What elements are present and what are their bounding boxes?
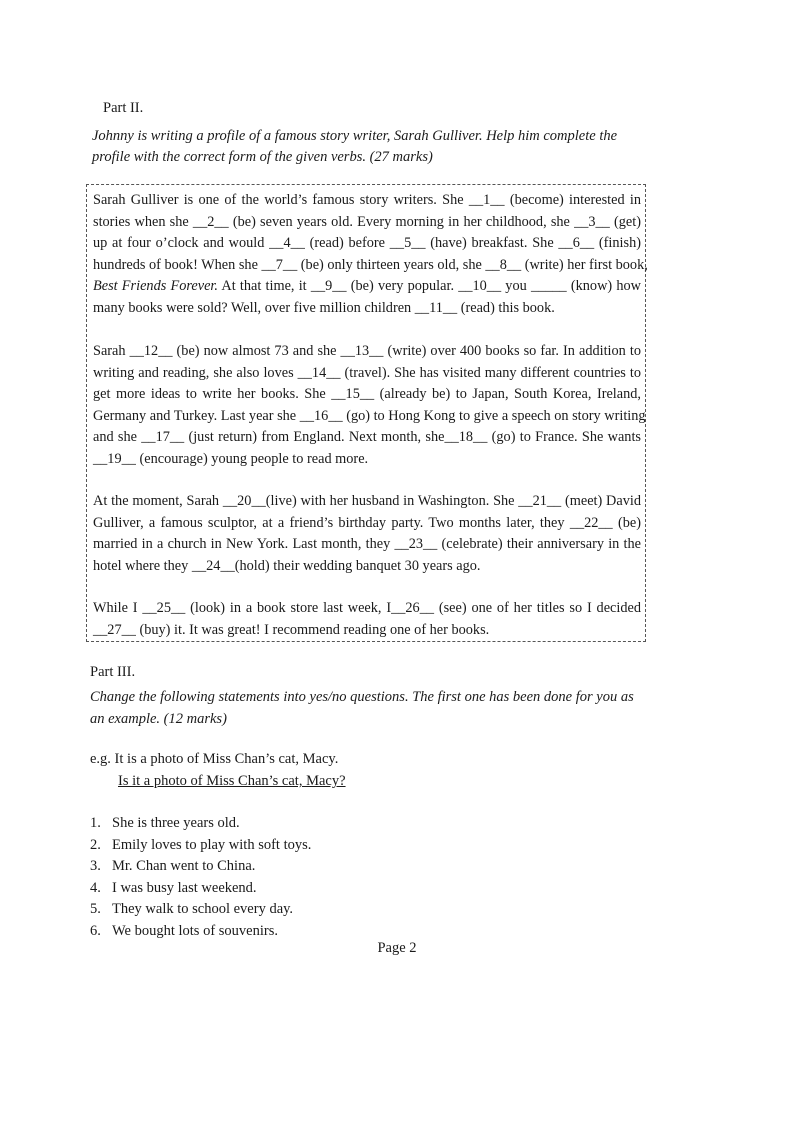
part2-instructions-line1: Johnny is writing a profile of a famous story writer, Sarah Gulliver. Help him complete the [92,128,618,144]
item-text: Mr. Chan went to China. [112,858,256,874]
passage-line: __27__ (buy) it. It was great! I recommend reading one of her books. [93,621,490,638]
part3-instructions-line1: Change the following statements into yes/no questions. The first one has been done for you as [90,689,634,705]
passage-line: hundreds of book! When she __7__ (be) only thirteen years old, she __8__ (write) her first book, [93,256,648,273]
item-number: 5. [90,901,101,917]
part3-instructions-line2: an example. (12 marks) [90,711,227,727]
item-text: She is three years old. [112,815,240,831]
list-item [90,813,311,835]
item-text: We bought lots of souvenirs. [112,922,278,939]
book-title: Best Friends Forever. [93,278,218,294]
list-item [90,835,311,857]
list-item [90,899,311,921]
item-text: I was busy last weekend. [112,879,257,896]
question-list [90,813,311,942]
passage-line: get more ideas to write her books. She __15__ (already be) to Japan, South Korea, Ireland, [93,386,641,402]
passage-line: writing and reading, she also loves __14__ (travel). She has visited many different countries to [93,364,641,381]
list-item [90,878,311,900]
example-block [90,748,346,792]
passage-paragraph-4 [93,598,641,641]
item-text: They walk to school every day. [112,901,294,917]
passage-line-with-title [93,276,641,298]
example-answer: Is it a photo of Miss Chan’s cat, Macy? [118,773,346,789]
passage-line: Gulliver, a famous sculptor, at a friend’s birthday party. Two months later, they __22__ (be) [93,514,641,531]
passage-line: Sarah __12__ (be) now almost 73 and she __13__ (write) over 400 books so far. In addition to [93,343,641,359]
part2-instructions-line2: profile with the correct form of the given verbs. (27 marks) [92,149,433,165]
passage-line: Sarah Gulliver is one of the world’s famous story writers. She __1__ (become) interested in [93,192,641,208]
page-number: Page 2 [377,940,417,956]
passage-paragraph-2 [93,341,646,470]
passage-paragraph-3 [93,491,641,577]
passage-line-rest: At that time, it __9__ (be) very popular. __10__ you _____ (know) how [221,278,641,294]
passage-line: many books were sold? Well, over five million children __11__ (read) this book. [93,299,555,316]
part2-title: Part II. [103,100,144,116]
passage-line: hotel where they __24__(hold) their wedding banquet 30 years ago. [93,557,481,574]
list-item [90,921,311,943]
part2-instructions [92,126,652,168]
passage-line: married in a church in New York. Last month, they __23__ (celebrate) their anniversary in the [93,536,641,552]
item-number: 6. [90,922,101,939]
part3-instructions [90,686,650,730]
passage-line: and she __17__ (just return) from England. Next month, she__18__ (go) to France. She wants [93,429,641,445]
passage-paragraph-1 [93,190,648,319]
item-text: Emily loves to play with soft toys. [112,836,312,853]
part3-title: Part III. [90,664,136,680]
item-number: 3. [90,858,101,874]
passage-line: stories when she __2__ (be) seven years old. Every morning in her childhood, she __3__ (get) [93,213,641,230]
passage-box [86,184,646,642]
item-number: 4. [90,879,101,896]
passage-line: up at four o’clock and would __4__ (read) before __5__ (have) breakfast. She __6__ (finish) [93,235,641,251]
example-statement: e.g. It is a photo of Miss Chan’s cat, Macy. [90,751,339,767]
passage-line: Germany and Turkey. Last year she __16__ (go) to Hong Kong to give a speech on story writing [93,407,646,424]
item-number: 1. [90,815,101,831]
passage-line: While I __25__ (look) in a book store last week, I__26__ (see) one of her titles so I decided [93,600,641,616]
passage-line: __19__ (encourage) young people to read more. [93,450,369,467]
item-number: 2. [90,836,101,853]
passage-line: At the moment, Sarah __20__(live) with her husband in Washington. She __21__ (meet) David [93,493,641,509]
list-item [90,856,311,878]
